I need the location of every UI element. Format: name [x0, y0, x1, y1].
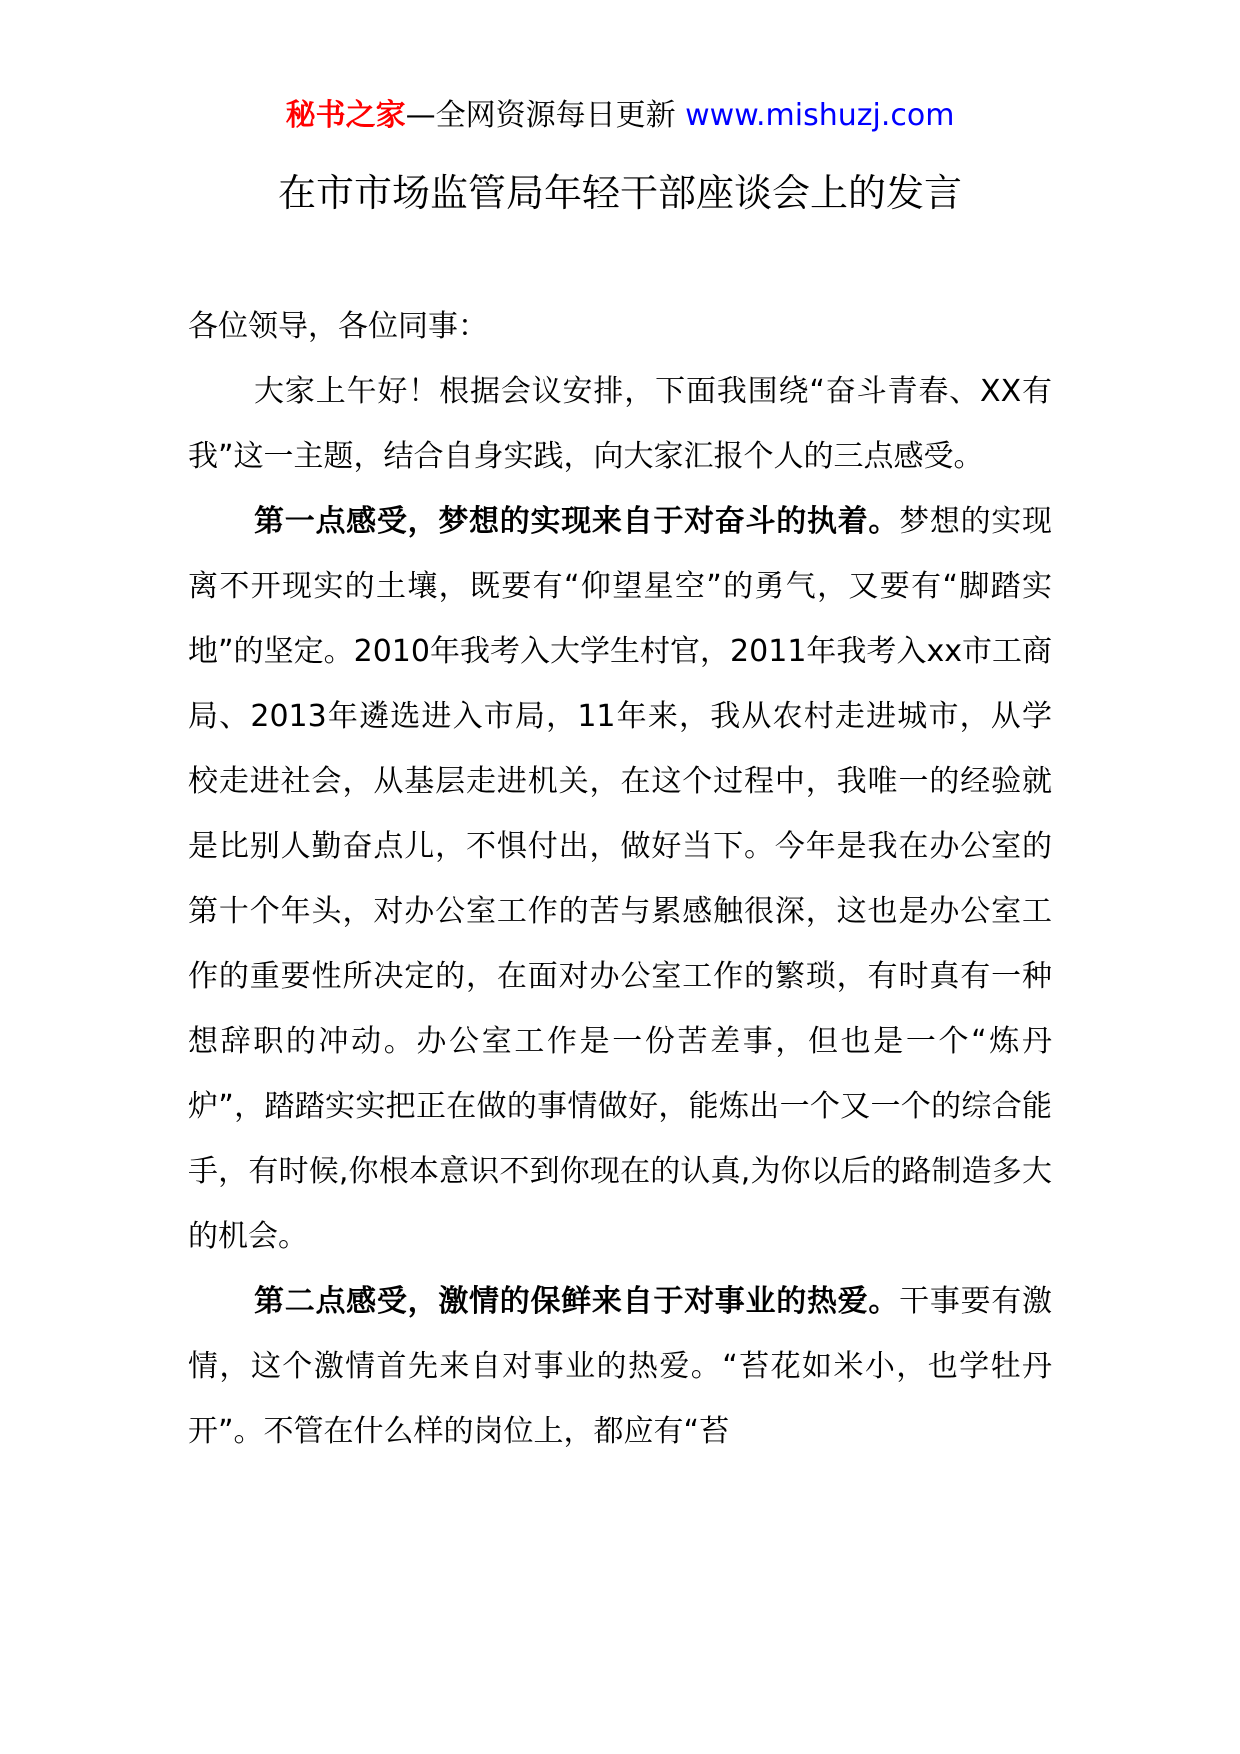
- site-banner: [0, 96, 1240, 136]
- paragraph-2-text: 干事要有激情，这个激情首先来自对事业的热爱。“苔花如米小，也学牡丹开”。不管在什么样的岗位上，都应有“苔: [188, 1284, 1053, 1449]
- document-title: 在市市场监管局年轻干部座谈会上的发言: [277, 171, 962, 215]
- brand-name: 秘书之家: [285, 98, 406, 133]
- salutation: 各位领导，各位同事：: [188, 309, 488, 344]
- site-url-link[interactable]: www.mishuzj.com: [685, 98, 955, 133]
- paragraph-2: [188, 1269, 1052, 1464]
- paragraph-1: [188, 489, 1052, 1269]
- document-body: [188, 294, 1052, 1464]
- paragraph-1-text: 梦想的实现离不开现实的土壤，既要有“仰望星空”的勇气，又要有“脚踏实地”的坚定。2010年我考入大学生村官，2011年我考入xx市工商局、2013年遴选进入市局，11年来，我从农村走进城市，从学校走进社会，从基层走进机关，在这个过程中，我唯一的经验就是比别人勤奋点儿，不惧付出，做好当下。今年是我在办公室的第十个年头，对办公室工作的苦与累感触很深，这也是办公室工作的重要性所决定的，在面对办公室工作的繁琐，有时真有一种想辞职的冲动。办公室工作是一份苦差事，但也是一个“炼丹炉”，踏踏实实把正在做的事情做好，能炼出一个又一个的综合能手，有时候,你根本意识不到你现在的认真,为你以后的路制造多大的机会。: [188, 504, 1053, 1254]
- intro-paragraph: 大家上午好！根据会议安排，下面我围绕“奋斗青春、XX有我”这一主题，结合自身实践，向大家汇报个人的三点感受。: [188, 374, 1052, 474]
- paragraph-1-heading: 第一点感受，梦想的实现来自于对奋斗的执着。: [254, 504, 900, 539]
- paragraph-2-heading: 第二点感受，激情的保鲜来自于对事业的热爱。: [254, 1284, 900, 1319]
- banner-slogan: —全网资源每日更新: [405, 98, 686, 133]
